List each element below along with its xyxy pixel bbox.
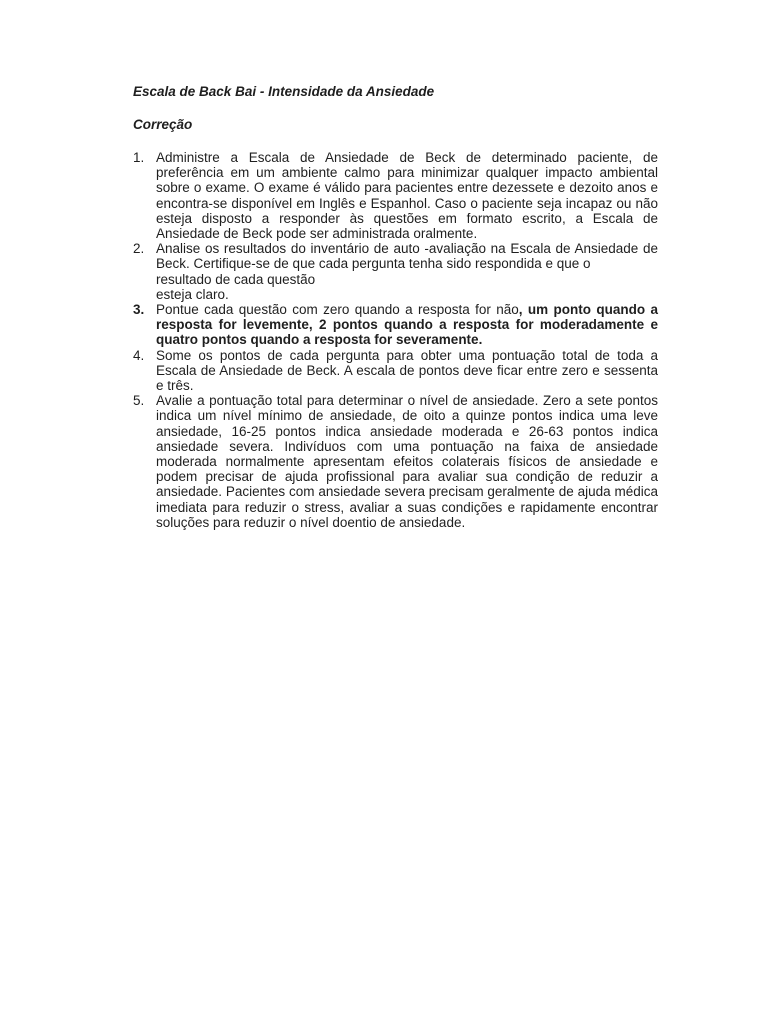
item-text: Analise os resultados do inventário de auto -avaliação na Escala de Ansiedade de Beck. Certifique-se de que cada pergunta tenha sido respondida e que o <box>156 241 658 272</box>
item-number: 5. <box>133 393 145 409</box>
document-title: Escala de Back Bai - Intensidade da Ansiedade <box>133 84 435 99</box>
item-text: Pontue cada questão com zero quando a resposta for não <box>156 302 519 318</box>
section-heading: Correção <box>133 117 193 132</box>
item-text: Avalie a pontuação total para determinar o nível de ansiedade. Zero a sete pontos indica um nível mínimo de ansiedade, de oito a quinze pontos indica uma leve ansiedade, 16-25 pontos indica ansiedade moderada e 26-63 pontos indica ansiedade severa. Indivíduos com uma pontuação na faixa de ansiedade moderada normalmente apresentam efeitos colaterais físicos de ansiedade e podem precisar de ajuda profissional para avaliar sua condição de reduzir a ansiedade. Pacientes com ansiedade severa precisam geralmente de ajuda médica imediata para reduzir o stress, avaliar a suas condições e rapidamente encontrar soluções para reduzir o nível doentio de ansiedade. <box>156 393 658 530</box>
list-item <box>133 348 658 394</box>
item-number: 4. <box>133 347 145 363</box>
list-item <box>133 150 658 241</box>
document-page <box>133 84 658 530</box>
list-item <box>133 241 658 302</box>
item-text-line: esteja claro. <box>156 286 229 302</box>
item-number: 1. <box>133 150 145 165</box>
instruction-list <box>133 150 658 530</box>
item-text: Administre a Escala de Ansiedade de Beck de determinado paciente, de preferência em um ambiente calmo para minimizar qualquer impacto ambiental sobre o exame. O exame é válido para pacientes entre dezessete e dezoito anos e encontra-se disponível em Inglês e Espanhol. Caso o paciente seja incapaz ou não esteja disposto a responder às questões em formato escrito, a Escala de Ansiedade de Beck pode ser administrada oralmente. <box>156 150 658 242</box>
item-text-line: resultado de cada questão <box>156 271 316 287</box>
item-number: 2. <box>133 241 145 257</box>
item-text: Some os pontos de cada pergunta para obter uma pontuação total de toda a Escala de Ansiedade de Beck. A escala de pontos deve ficar entre zero e sessenta e três. <box>156 347 658 394</box>
item-number: 3. <box>133 302 145 318</box>
item-text-bold: , um ponto quando a resposta for levemente, 2 pontos quando a resposta for moderadamente e quatro pontos quando a resposta for severamente. <box>156 302 658 348</box>
list-item <box>133 393 658 530</box>
list-item <box>133 302 658 348</box>
